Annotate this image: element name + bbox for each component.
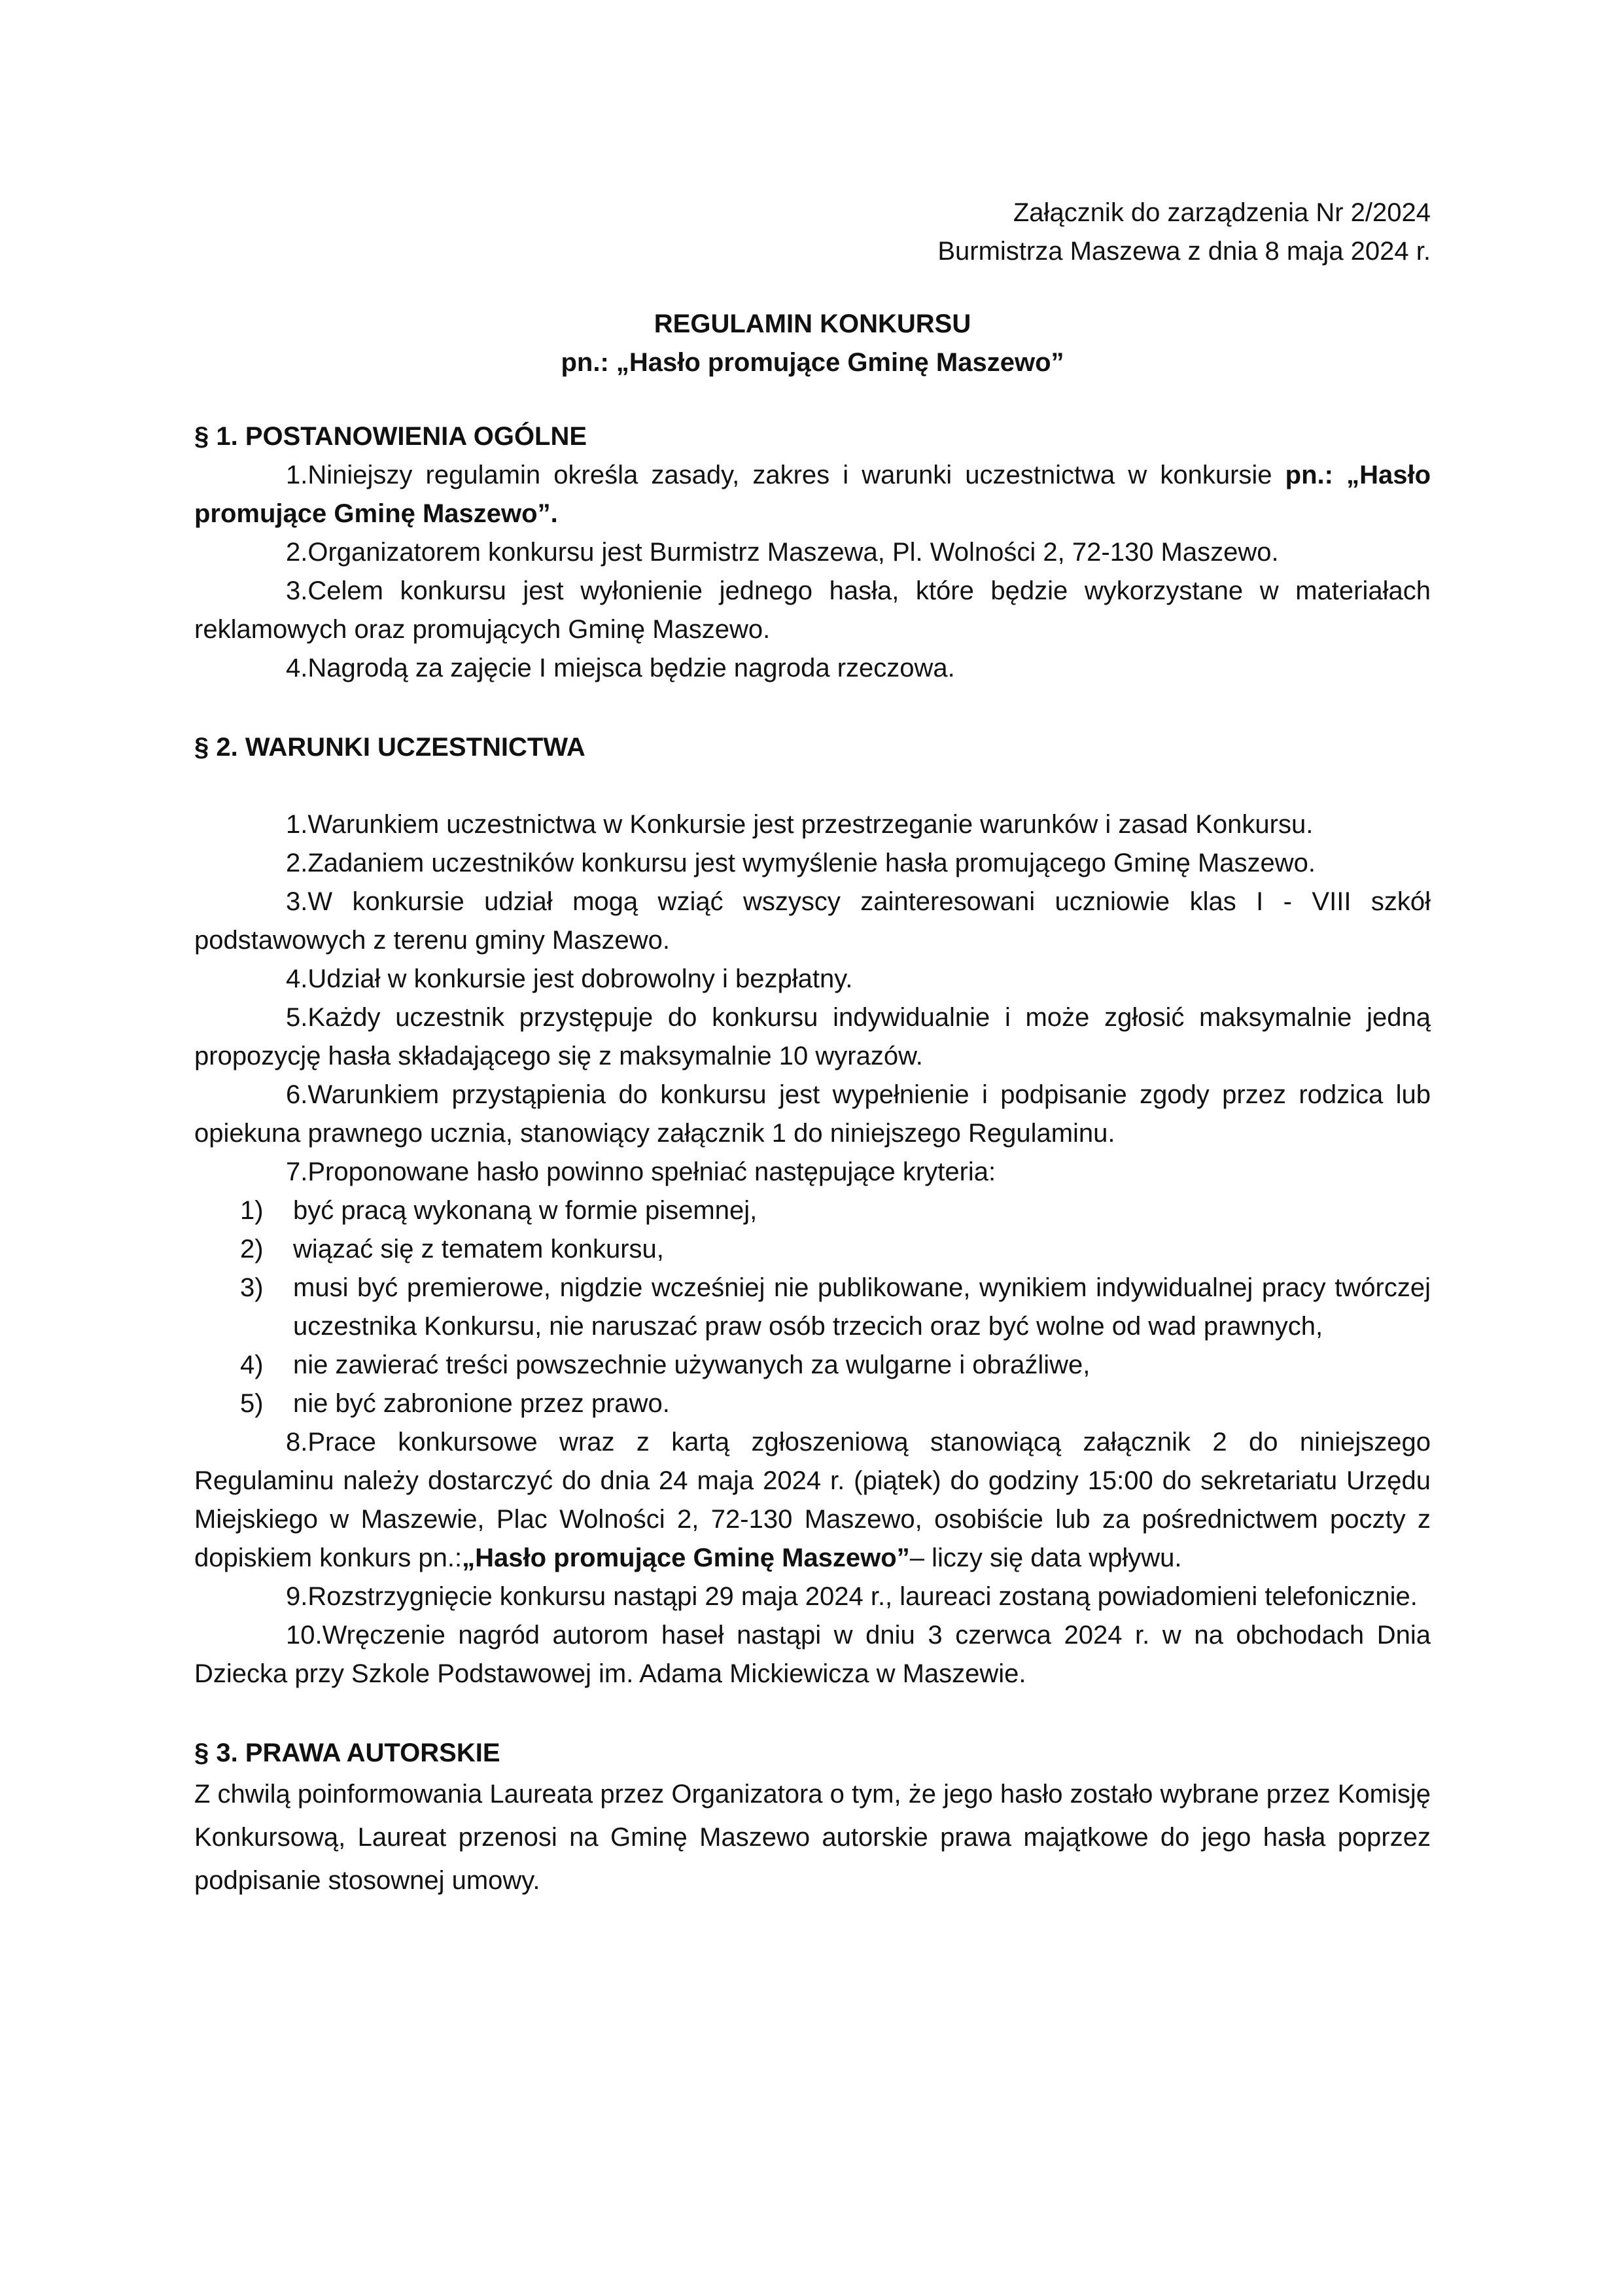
item-text: Niniejszy regulamin określa zasady, zakres i warunki uczestnictwa w konkursie <box>307 461 1272 489</box>
item-text: Rozstrzygnięcie konkursu nastąpi 29 maja 2024 r., laureaci zostaną powiadomieni telefonicznie. <box>307 1582 1418 1611</box>
criteria-number: 3) <box>240 1273 264 1302</box>
criteria-list <box>194 1192 1431 1423</box>
item-text: Organizatorem konkursu jest Burmistrz Maszewa, Pl. Wolności 2, 72-130 Maszewo. <box>307 538 1279 567</box>
criteria-number: 1) <box>240 1196 264 1225</box>
item-text: Udział w konkursie jest dobrowolny i bezpłatny. <box>307 964 853 993</box>
item-number: 2. <box>286 849 308 877</box>
section-copyrights <box>194 1734 1431 1902</box>
item-text: Proponowane hasło powinno spełniać następujące kryteria: <box>307 1157 996 1186</box>
criteria-item <box>194 1385 1431 1423</box>
criteria-text: musi być premierowe, nigdzie wcześniej nie publikowane, wynikiem indywidualnej pracy twórczej uczestnika Konkursu, nie naruszać praw osób trzecich oraz być wolne od wad prawnych, <box>293 1273 1431 1341</box>
item-text: Prace konkursowe wraz z kartą zgłoszeniową stanowiącą załącznik 2 do niniejszego Regulaminu należy dostarczyć do dnia 24 maja 2024 r. (piątek) do godziny 15:00 do sekretariatu Urzędu Miejskiego w Maszewie, Plac Wolności 2, 72-130 Maszewo, osobiście lub za pośrednictwem poczty z dopiskiem konkurs pn.: <box>194 1428 1431 1572</box>
item-number: 9. <box>286 1582 308 1611</box>
item-number: 5. <box>286 1003 308 1032</box>
item-number: 1. <box>286 461 308 489</box>
criteria-number: 5) <box>240 1389 264 1418</box>
list-item <box>194 533 1431 572</box>
list-item <box>194 998 1431 1076</box>
annex-line: Załącznik do zarządzenia Nr 2/2024 <box>1013 198 1431 227</box>
item-number: 2. <box>286 538 308 567</box>
criteria-item <box>194 1230 1431 1269</box>
list-item <box>194 649 1431 688</box>
criteria-text: być pracą wykonaną w formie pisemnej, <box>293 1196 758 1225</box>
contest-name: pn.: „Hasło promujące Gminę Maszewo”. <box>194 461 1431 528</box>
section-general-provisions <box>194 417 1431 688</box>
item-number: 1. <box>286 810 308 839</box>
criteria-text: nie zawierać treści powszechnie używanych za wulgarne i obraźliwe, <box>293 1351 1091 1379</box>
list-item <box>194 805 1431 844</box>
item-text: Celem konkursu jest wyłonienie jednego hasła, które będzie wykorzystane w materiałach reklamowych oraz promujących Gminę Maszewo. <box>194 576 1431 644</box>
list-item <box>194 960 1431 998</box>
item-number: 7. <box>286 1157 308 1186</box>
item-text: W konkursie udział mogą wziąć wszyscy zainteresowani uczniowie klas I - VIII szkół podstawowych z terenu gminy Maszewo. <box>194 887 1431 955</box>
item-number: 4. <box>286 654 308 682</box>
item-number: 3. <box>286 887 308 916</box>
item-text: Zadaniem uczestników konkursu jest wymyślenie hasła promującego Gminę Maszewo. <box>307 849 1316 877</box>
list-item <box>194 1578 1431 1616</box>
criteria-text: nie być zabronione przez prawo. <box>293 1389 670 1418</box>
contest-name: „Hasło promujące Gminę Maszewo” <box>462 1544 910 1572</box>
section-heading: § 2. WARUNKI UCZESTNICTWA <box>194 733 585 762</box>
list-item <box>194 456 1431 533</box>
item-number: 10. <box>286 1621 323 1650</box>
list-item <box>194 1076 1431 1153</box>
subtitle-line: pn.: „Hasło promujące Gminę Maszewo” <box>561 348 1064 377</box>
document-title <box>194 305 1431 382</box>
item-number: 3. <box>286 576 308 605</box>
list-item <box>194 883 1431 960</box>
document-header <box>194 194 1431 271</box>
item-text: Wręczenie nagród autorom haseł nastąpi w dniu 3 czerwca 2024 r. w na obchodach Dnia Dziecka przy Szkole Podstawowej im. Adama Mickiewicza w Maszewie. <box>194 1621 1431 1688</box>
issuer-date-line: Burmistrza Maszewa z dnia 8 maja 2024 r. <box>937 237 1431 266</box>
criteria-text: wiązać się z tematem konkursu, <box>293 1235 664 1263</box>
item-text: Warunkiem uczestnictwa w Konkursie jest przestrzeganie warunków i zasad Konkursu. <box>307 810 1314 839</box>
list-item <box>194 1153 1431 1192</box>
section-heading: § 1. POSTANOWIENIA OGÓLNE <box>194 422 587 451</box>
list-item <box>194 572 1431 649</box>
criteria-number: 4) <box>240 1351 264 1379</box>
item-text-end: – liczy się data wpływu. <box>909 1544 1182 1572</box>
item-number: 4. <box>286 964 308 993</box>
item-text: Warunkiem przystąpienia do konkursu jest wypełnienie i podpisanie zgody przez rodzica lub opiekuna prawnego ucznia, stanowiący załącznik 1 do niniejszego Regulaminu. <box>194 1080 1431 1148</box>
section-text: Z chwilą poinformowania Laureata przez Organizatora o tym, że jego hasło zostało wybrane przez Komisję Konkursową, Laureat przenosi na Gminę Maszewo autorskie prawa majątkowe do jego hasła poprzez podpisanie stosownej umowy. <box>194 1780 1431 1895</box>
criteria-item <box>194 1346 1431 1385</box>
item-text: Każdy uczestnik przystępuje do konkursu indywidualnie i może zgłosić maksymalnie jedną propozycję hasła składającego się z maksymalnie 10 wyrazów. <box>194 1003 1431 1070</box>
section-participation-conditions <box>194 728 1431 1693</box>
list-item <box>194 1616 1431 1693</box>
criteria-item <box>194 1192 1431 1230</box>
title-line: REGULAMIN KONKURSU <box>654 309 971 338</box>
criteria-number: 2) <box>240 1235 264 1263</box>
list-item <box>194 1423 1431 1578</box>
item-text: Nagrodą za zajęcie I miejsca będzie nagroda rzeczowa. <box>307 654 955 682</box>
section-heading: § 3. PRAWA AUTORSKIE <box>194 1739 500 1767</box>
criteria-item <box>194 1269 1431 1346</box>
item-number: 6. <box>286 1080 308 1109</box>
item-number: 8. <box>286 1428 308 1457</box>
list-item <box>194 844 1431 883</box>
page-content <box>194 194 1431 1902</box>
